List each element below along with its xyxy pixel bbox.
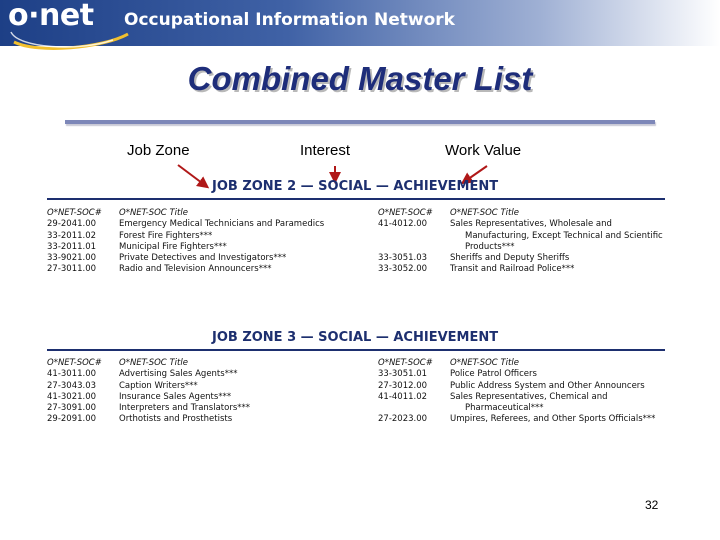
table-row <box>47 242 667 253</box>
soc-title: Caption Writers*** <box>119 380 198 391</box>
col-header: O*NET-SOC Title <box>119 208 188 218</box>
soc-title: Police Patrol Officers <box>450 369 537 380</box>
table-row <box>47 219 667 230</box>
soc-code: 33-2011.02 <box>47 230 97 241</box>
soc-code: 33-3051.01 <box>378 369 428 380</box>
soc-code: 33-2011.01 <box>47 241 97 252</box>
table-row <box>47 392 667 403</box>
callout-work-value: Work Value <box>445 142 522 159</box>
soc-title: Public Address System and Other Announcers <box>450 380 645 391</box>
col-header: O*NET-SOC# <box>378 208 433 218</box>
soc-title: Sheriffs and Deputy Sheriffs <box>450 253 570 264</box>
page-title: Combined Master List <box>187 60 533 97</box>
soc-code: 27-3091.00 <box>47 403 97 414</box>
soc-code: 27-3011.00 <box>47 264 97 275</box>
soc-title: Insurance Sales Agents*** <box>119 391 232 402</box>
soc-title: Products*** <box>465 241 515 252</box>
soc-title: Forest Fire Fighters*** <box>119 230 213 241</box>
soc-title: Radio and Television Announcers*** <box>119 264 272 275</box>
zone-2-heading: JOB ZONE 2 — SOCIAL — ACHIEVEMENT <box>212 179 499 194</box>
soc-title: Sales Representatives, Wholesale and <box>450 219 612 230</box>
table-row <box>47 253 667 264</box>
soc-title: Advertising Sales Agents*** <box>119 369 238 380</box>
callout-job-zone: Job Zone <box>127 142 190 159</box>
table-row <box>47 381 667 392</box>
soc-code: 27-3043.03 <box>47 380 97 391</box>
org-name: Occupational Information Network <box>124 10 455 30</box>
table-row <box>47 369 667 380</box>
table-row <box>47 264 667 275</box>
soc-code: 41-3011.00 <box>47 369 97 380</box>
callout-interest: Interest <box>300 142 351 159</box>
soc-code: 27-2023.00 <box>378 414 428 425</box>
soc-title: Municipal Fire Fighters*** <box>119 241 227 252</box>
table-row <box>47 231 667 242</box>
col-header: O*NET-SOC Title <box>450 208 519 218</box>
zone-3-heading: JOB ZONE 3 — SOCIAL — ACHIEVEMENT <box>212 330 499 345</box>
col-header: O*NET-SOC# <box>47 208 102 218</box>
soc-code: 33-3051.03 <box>378 253 428 264</box>
table-header-row <box>47 208 667 219</box>
soc-title: Emergency Medical Technicians and Paramedics <box>119 219 325 230</box>
zone-3-table <box>47 358 667 426</box>
soc-code: 41-4011.02 <box>378 391 428 402</box>
job-zone-arrow-icon <box>178 165 206 186</box>
soc-title: Private Detectives and Investigators*** <box>119 253 287 264</box>
soc-title: Transit and Railroad Police*** <box>450 264 575 275</box>
soc-title: Umpires, Referees, and Other Sports Officials*** <box>450 414 656 425</box>
page-number: 32 <box>645 498 659 512</box>
col-header: O*NET-SOC# <box>47 358 102 368</box>
soc-code: 41-3021.00 <box>47 391 97 402</box>
soc-code: 27-3012.00 <box>378 380 428 391</box>
soc-title: Sales Representatives, Chemical and <box>450 391 608 402</box>
soc-title: Interpreters and Translators*** <box>119 403 251 414</box>
soc-title: Pharmaceutical*** <box>465 403 544 414</box>
soc-title: Orthotists and Prosthetists <box>119 414 233 425</box>
soc-title: Manufacturing, Except Technical and Scientific <box>465 230 663 241</box>
table-row <box>47 403 667 414</box>
soc-code: 29-2091.00 <box>47 414 97 425</box>
logo-text: o·net <box>8 0 94 33</box>
col-header: O*NET-SOC Title <box>450 358 519 368</box>
soc-code: 33-9021.00 <box>47 253 97 264</box>
col-header: O*NET-SOC Title <box>119 358 188 368</box>
zone-2-rule <box>47 198 665 200</box>
soc-code: 41-4012.00 <box>378 219 428 230</box>
zone-3-rule <box>47 349 665 351</box>
col-header: O*NET-SOC# <box>378 358 433 368</box>
soc-code: 33-3052.00 <box>378 264 428 275</box>
table-row <box>47 414 667 425</box>
zone-2-table <box>47 208 667 276</box>
soc-code: 29-2041.00 <box>47 219 97 230</box>
table-header-row <box>47 358 667 369</box>
